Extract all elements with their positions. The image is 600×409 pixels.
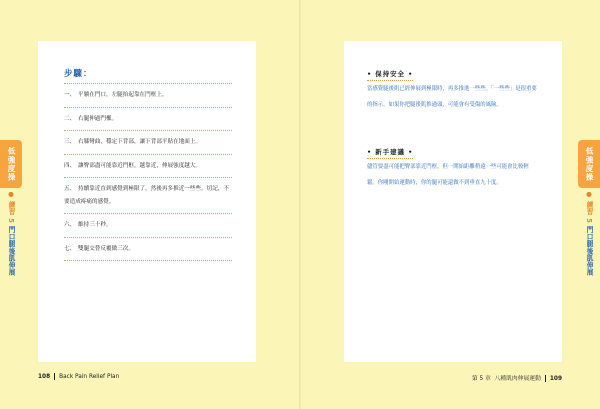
- beginner-tip-body: 儘管要盡可能把臀部靠近門框，但一開始距離稍遠一些可能會比較輕鬆。你剛開始運動時，你的腿可能還做不到垂直九十度。: [367, 164, 529, 186]
- step-text: 平躺在門口，左腿抬起靠在門框上。: [78, 92, 168, 98]
- safety-tip-body: 當感覺腿後肌已經伸展到極限時，再多推進一些些。「一些些」是很重要的指示。如果你把腿後肌推過頭，可能會有受傷的風險。: [367, 86, 537, 108]
- step-item: [64, 107, 232, 131]
- step-number: 三、: [64, 139, 76, 145]
- safety-tip-heading-text: • 保持安全 •: [367, 70, 414, 78]
- step-list: [64, 83, 232, 261]
- step-number: 二、: [64, 115, 76, 122]
- step-number: 一、: [64, 92, 76, 98]
- right-side-sub-title: 門口腿後肌伸展: [585, 226, 593, 276]
- step-number: 五、: [64, 186, 76, 192]
- right-side-sub-prefix: ● 練習 5: [585, 190, 593, 224]
- step-text: 右膝彎曲，穩定下背部，讓下背部平貼在地面上。: [78, 139, 202, 145]
- spread-gutter: [299, 0, 301, 409]
- left-footer: [38, 373, 119, 380]
- beginner-tip-heading: [367, 147, 413, 156]
- step-item: [64, 83, 232, 107]
- right-footer: [472, 373, 562, 382]
- step-text: 讓臀部盡可能靠近門框。越靠近，伸展強度越大。: [78, 162, 202, 169]
- footer-divider: [54, 373, 55, 380]
- chapter-label: 第 5 章: [471, 376, 491, 382]
- step-item: [64, 237, 232, 262]
- right-side-subtitle: [584, 190, 594, 276]
- left-side-subtitle: [6, 190, 16, 276]
- left-page-card: [38, 41, 256, 362]
- step-text: 持續靠近直到感覺到極限了，然後再多推近一些些。切記，不要造成疼痛的感覺。: [64, 186, 230, 205]
- right-side-tab: 低強度操: [578, 140, 600, 188]
- left-side-sub-title: 門口腿後肌伸展: [7, 226, 15, 276]
- right-page-number: 109: [549, 376, 562, 382]
- chapter-title: 八種肌肉伸展運動: [494, 376, 541, 382]
- step-item: [64, 130, 232, 154]
- left-side-tab: 低強度操: [0, 140, 22, 188]
- step-number: 六、: [64, 222, 76, 228]
- step-number: 七、: [64, 245, 76, 252]
- step-item: [64, 154, 232, 178]
- steps-heading: 步驟：: [64, 69, 93, 79]
- left-side-sub-prefix: ● 練習 5: [7, 190, 15, 224]
- step-text: 右腿伸過門檻。: [78, 115, 118, 122]
- step-item: [64, 213, 232, 237]
- left-page-number: 108: [38, 374, 51, 380]
- right-page-card: [344, 41, 562, 362]
- step-text: 雙腿交替反覆做三次。: [78, 245, 134, 252]
- step-text: 維持三十秒。: [78, 222, 112, 228]
- step-item: [64, 177, 232, 213]
- safety-tip-heading: [367, 69, 413, 78]
- beginner-tip-heading-text: • 新手建議 •: [367, 148, 414, 156]
- book-title: Back Pain Relief Plan: [59, 374, 120, 380]
- footer-divider: [545, 375, 546, 382]
- step-number: 四、: [64, 162, 76, 169]
